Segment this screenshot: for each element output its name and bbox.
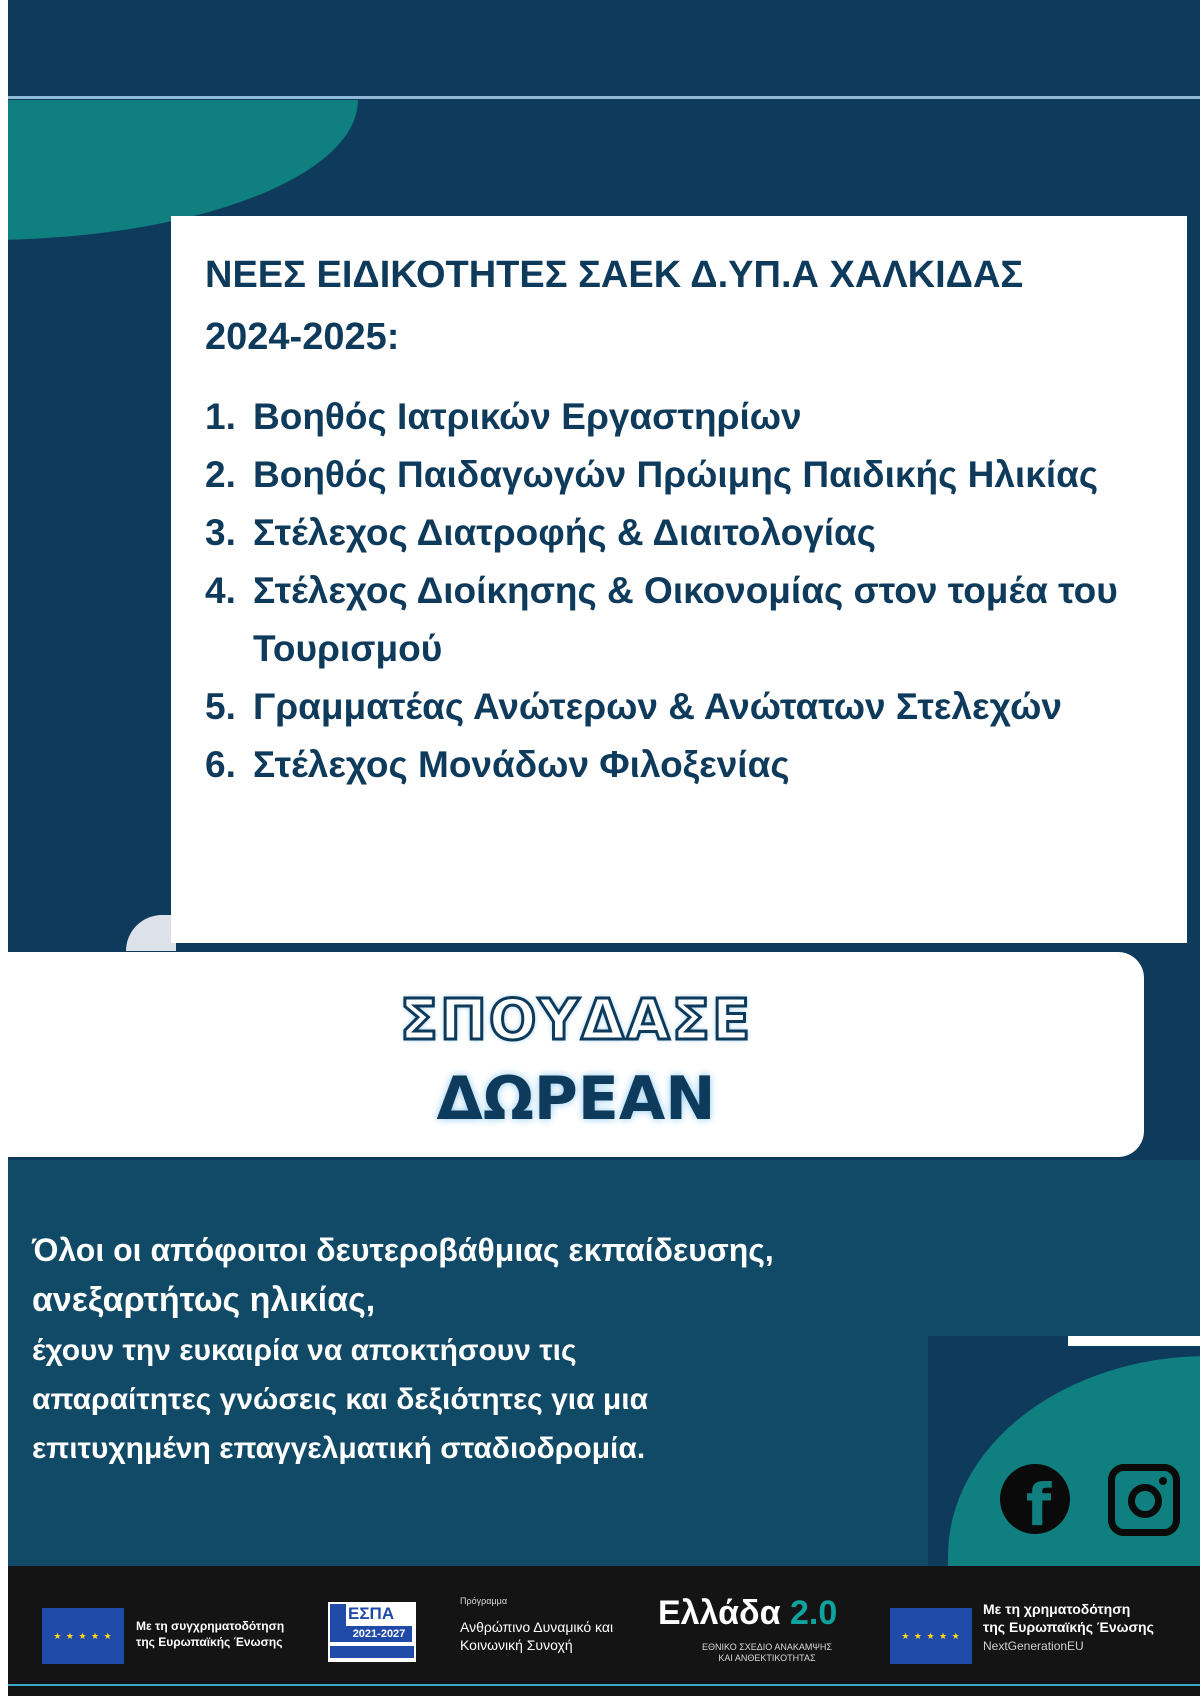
instagram-icon[interactable]	[1108, 1464, 1180, 1536]
list-item	[205, 504, 1175, 562]
banner-line-free: ΔΩΡΕΑΝ	[436, 1064, 716, 1134]
eu-flag-icon: ★ ★ ★ ★ ★	[890, 1608, 972, 1664]
social-accent	[1068, 1336, 1200, 1346]
programme-label: Πρόγραμμα	[460, 1596, 508, 1606]
list-number: 5.	[205, 686, 236, 727]
social-panel	[928, 1336, 1200, 1566]
list-item	[205, 736, 1175, 794]
list-text: Βοηθός Ιατρικών Εργαστηρίων	[253, 396, 802, 437]
info-line: έχουν την ευκαιρία να αποκτήσουν τις	[32, 1334, 577, 1367]
ellada-logo	[658, 1594, 837, 1633]
info-line: απαραίτητες γνώσεις και δεξιότητες για μια	[32, 1383, 649, 1416]
list-text: Βοηθός Παιδαγωγών Πρώιμης Παιδικής Ηλικίας	[253, 454, 1099, 495]
eu-flag-icon: ★ ★ ★ ★ ★	[42, 1608, 124, 1664]
instagram-lens	[1128, 1484, 1162, 1518]
programme-text: Ανθρώπινο Δυναμικό και Κοινωνική Συνοχή	[460, 1619, 614, 1653]
info-paragraph	[32, 1226, 912, 1473]
list-text: Στέλεχος Διατροφής & Διαιτολογίας	[253, 512, 877, 553]
cofund-text: Με τη συγχρηματοδότηση της Ευρωπαϊκής Ένωσης	[136, 1619, 285, 1649]
info-line: Όλοι οι απόφοιτοι δευτεροβάθμιας εκπαίδευσης,	[32, 1232, 774, 1268]
funding-footer	[8, 1566, 1200, 1696]
list-item	[205, 388, 1175, 446]
ellada-word: Ελλάδα	[658, 1594, 781, 1632]
espa-years: 2021-2027	[346, 1626, 412, 1642]
espa-logo	[328, 1602, 416, 1662]
specialties-card	[171, 216, 1187, 943]
free-study-banner	[8, 952, 1144, 1157]
top-divider-line	[8, 96, 1200, 99]
list-number: 1.	[205, 396, 236, 437]
list-number: 2.	[205, 454, 236, 495]
specialties-list	[205, 388, 1175, 794]
list-number: 3.	[205, 512, 236, 553]
info-line: επιτυχημένη επαγγελματική σταδιοδρομία.	[32, 1432, 646, 1465]
top-section	[8, 0, 1200, 1160]
info-line: ανεξαρτήτως ηλικίας,	[32, 1281, 376, 1319]
ellada-number: 2.0	[789, 1594, 838, 1632]
instagram-dot	[1159, 1477, 1167, 1485]
list-number: 4.	[205, 570, 236, 611]
list-item	[205, 446, 1175, 504]
ellada-subtitle: ΕΘΝΙΚΟ ΣΧΕΔΙΟ ΑΝΑΚΑΜΨΗΣ ΚΑΙ ΑΝΘΕΚΤΙΚΟΤΗΤΑΣ	[702, 1642, 832, 1663]
card-heading: ΝΕΕΣ ΕΙΔΙΚΟΤΗΤΕΣ ΣΑΕΚ Δ.ΥΠ.Α ΧΑΛΚΙΔΑΣ 2024-2025:	[205, 254, 1024, 358]
facebook-icon[interactable]: f	[1000, 1464, 1070, 1534]
list-text: Γραμματέας Ανώτερων & Ανώτατων Στελεχών	[253, 686, 1062, 727]
funded-text: Με τη χρηματοδότηση της Ευρωπαϊκής Ένωσης	[983, 1601, 1154, 1635]
list-text: Στέλεχος Μονάδων Φιλοξενίας	[253, 744, 790, 785]
list-item	[205, 562, 1175, 678]
footer-line	[8, 1684, 1200, 1686]
list-item	[205, 678, 1175, 736]
nextgen-text: NextGenerationEU	[983, 1639, 1084, 1653]
list-number: 6.	[205, 744, 236, 785]
espa-label: ΕΣΠΑ	[348, 1604, 395, 1623]
info-section	[8, 1160, 1200, 1566]
banner-line-study: ΣΠΟΥΔΑΣΕ	[399, 988, 753, 1053]
card-shadow	[126, 915, 176, 951]
list-text: Στέλεχος Διοίκησης & Οικονομίας στον τομέα του Τουρισμού	[253, 570, 1118, 669]
